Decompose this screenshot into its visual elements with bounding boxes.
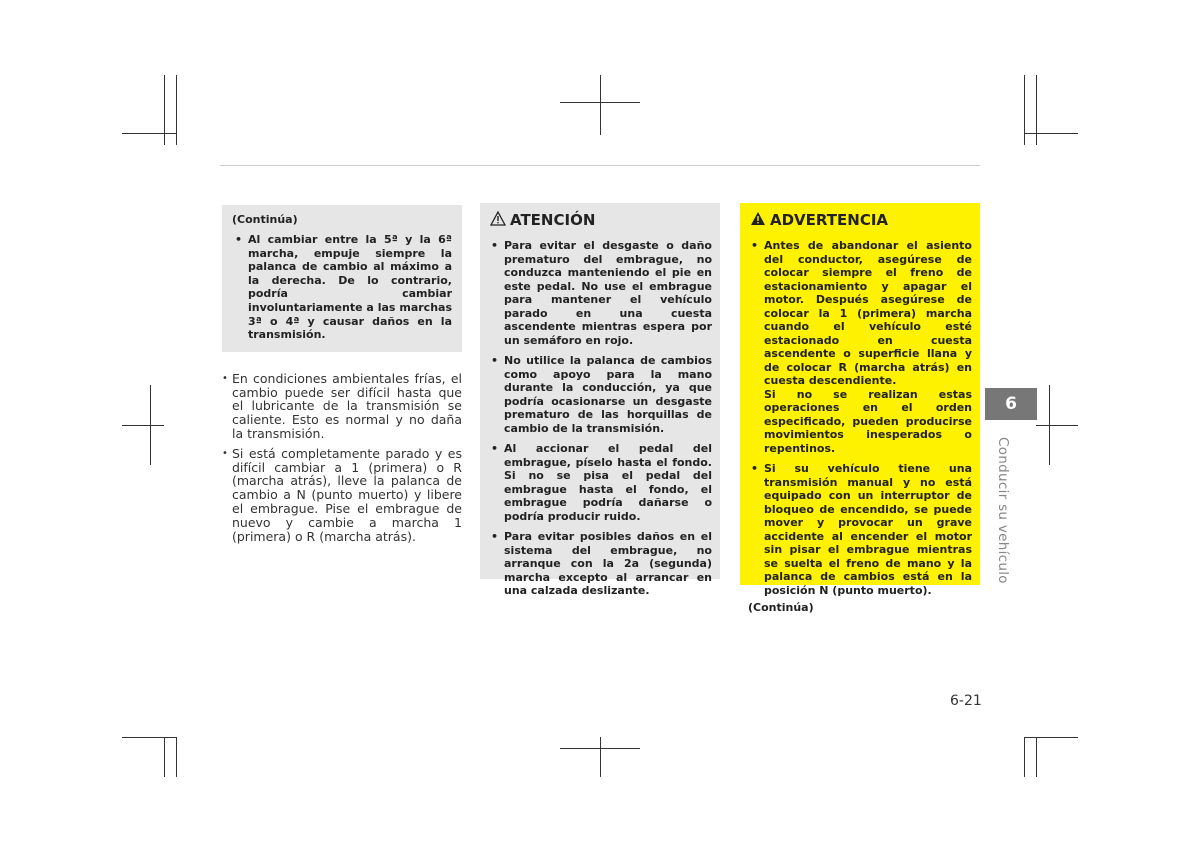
warning-title: ADVERTENCIA xyxy=(770,211,889,229)
crop-mark xyxy=(1024,75,1025,145)
continued-title: (Continúa) xyxy=(232,213,298,226)
crop-mark xyxy=(600,737,601,777)
bullet-item: • En condiciones ambientales frías, el cambio puede ser difícil hasta que el lubricante de la transmisión se caliente. Esto es normal y no daña la transmisión. xyxy=(222,372,462,441)
crop-mark xyxy=(560,102,640,103)
warning-bullets xyxy=(748,239,972,597)
bullet-item: • No utilice la palanca de cambios como apoyo para la mano durante la conducción, ya que podría ocasionarse un desgaste prematuro de las horquillas de cambio de la transmisión. xyxy=(488,354,712,435)
continued-box xyxy=(222,205,462,352)
warning-outline-icon xyxy=(490,211,506,229)
continued-bullets xyxy=(232,233,452,342)
bullet-item: • Si está completamente parado y es difícil cambiar a 1 (primera) o R (marcha atrás), lleve la palanca de cambio a N (punto muerto) y libere el embrague. Pise el embrague de nuevo y cambie a marcha 1 (primera) o R (marcha atrás). xyxy=(222,447,462,544)
chapter-label xyxy=(993,437,1013,584)
crop-mark xyxy=(122,425,164,426)
bullet-item: • Para evitar el desgaste o daño prematuro del embrague, no conduzca manteniendo el pie en este pedal. No use el embrague para mantener el vehículo parado en una cuesta ascendente mientras espera por un semáforo en rojo. xyxy=(488,239,712,347)
bullet-item: • Si su vehículo tiene una transmisión manual y no está equipado con un interruptor de bloqueo de encendido, se puede mover y provocar un grave accidente al encender el motor sin pisar el embrague mientras se suelta el freno de mano y la palanca de cambios está en la posición N (punto muerto). xyxy=(748,462,972,597)
left-column xyxy=(222,205,462,543)
crop-mark xyxy=(122,133,176,134)
crop-mark xyxy=(1024,737,1025,777)
crop-mark xyxy=(1036,425,1078,426)
warning-box xyxy=(740,203,980,614)
header-rule xyxy=(220,165,980,166)
bullet-item: • Al accionar el pedal del embrague, píselo hasta el fondo. Si no se pisa el pedal del embrague hasta el fondo, el embrague podría dañarse o podría producir ruido. xyxy=(488,442,712,523)
crop-mark xyxy=(560,748,640,749)
warning-header xyxy=(750,211,972,229)
crop-mark xyxy=(164,737,165,777)
crop-mark xyxy=(176,75,177,145)
body-bullets xyxy=(222,372,462,544)
crop-mark xyxy=(176,737,177,777)
crop-mark xyxy=(1024,737,1078,738)
chapter-tab: 6 xyxy=(985,388,1037,420)
attention-header xyxy=(490,211,712,229)
crop-mark xyxy=(600,75,601,135)
attention-box xyxy=(480,203,720,597)
bullet-item: • Para evitar posibles daños en el sistema del embrague, no arranque con la 2a (segunda) marcha excepto al arrancar en una calzada deslizante. xyxy=(488,530,712,598)
bullet-item: • Antes de abandonar el asiento del conductor, asegúrese de colocar siempre el freno de estacionamiento y apagar el motor. Después asegúrese de colocar la 1 (primera) marcha cuando el vehículo esté estacionado en cuesta ascendente o superficie llana y de colocar R (marcha atrás) en cuesta descendiente. Si no se realizan estas operaciones en el orden especificado, pueden producirse movimientos inesperados o repentinos. xyxy=(748,239,972,455)
attention-bullets xyxy=(488,239,712,598)
crop-mark xyxy=(122,737,176,738)
chapter-label-text: Conducir su vehículo xyxy=(995,437,1011,584)
bullet-item: • Al cambiar entre la 5ª y la 6ª marcha, empuje siempre la palanca de cambio al máximo a la derecha. De lo contrario, podría cambiar involuntariamente a las marchas 3ª o 4ª y causar daños en la transmisión. xyxy=(232,233,452,342)
crop-mark xyxy=(1036,75,1037,145)
crop-mark xyxy=(1024,133,1078,134)
warning-filled-icon xyxy=(750,211,766,229)
crop-mark xyxy=(1036,737,1037,777)
crop-mark xyxy=(164,75,165,145)
attention-title: ATENCIÓN xyxy=(510,211,596,229)
page-number: 6-21 xyxy=(950,693,982,709)
continued-label: (Continúa) xyxy=(748,601,814,614)
